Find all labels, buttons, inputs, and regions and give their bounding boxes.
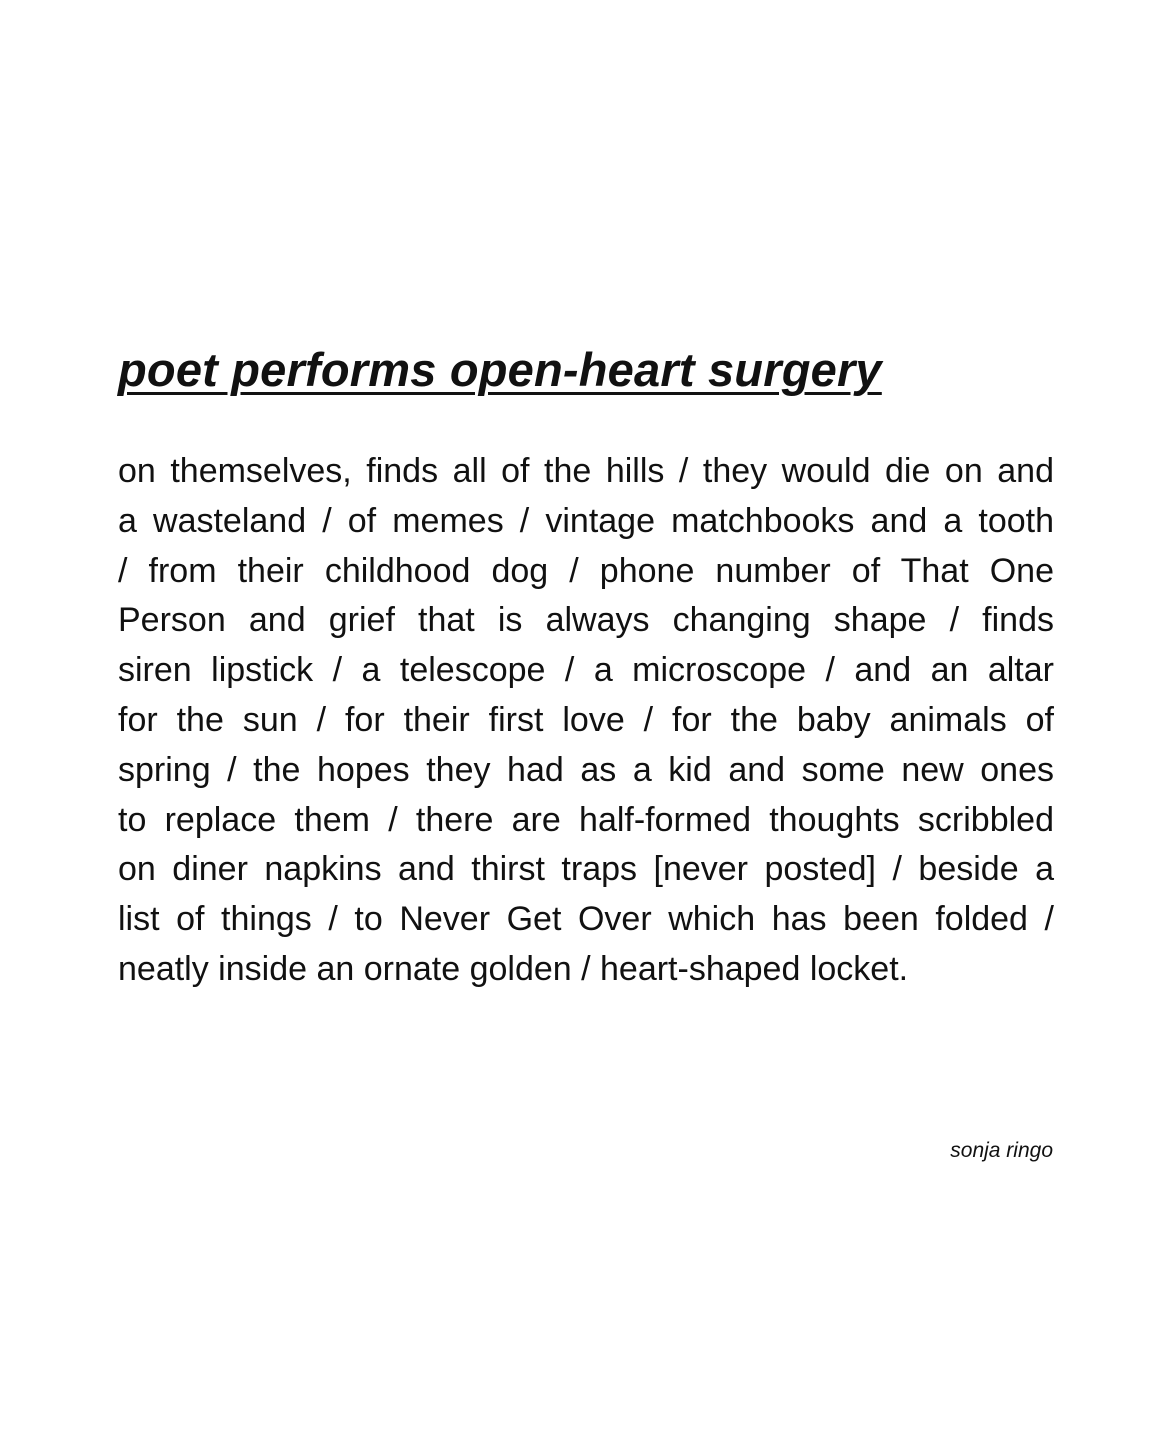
poem-title: poet performs open-heart surgery <box>118 343 882 396</box>
poem <box>118 337 1054 988</box>
poem-author: sonja ringo <box>950 1139 1053 1162</box>
poem-line: spring / the hopes they had as a kid and some new ones <box>118 750 1054 789</box>
poem-body <box>118 447 1054 995</box>
poem-line: neatly inside an ornate golden / heart-shaped locket. <box>118 949 909 988</box>
poem-line: / from their childhood dog / phone number of That One <box>118 551 1054 590</box>
poem-line: siren lipstick / a telescope / a microscope / and an altar <box>118 651 1054 690</box>
poem-line: to replace them / there are half-formed thoughts scribbled <box>118 800 1054 839</box>
poem-line: a wasteland / of memes / vintage matchbooks and a tooth <box>118 501 1054 540</box>
poem-line: Person and grief that is always changing shape / finds <box>118 601 1054 640</box>
poem-line: for the sun / for their first love / for the baby animals of <box>118 700 1054 739</box>
poem-line: on diner napkins and thirst traps [never posted] / beside a <box>118 850 1054 889</box>
poem-line: list of things / to Never Get Over which has been folded / <box>118 900 1054 939</box>
poem-line: on themselves, finds all of the hills / they would die on and <box>118 452 1054 490</box>
